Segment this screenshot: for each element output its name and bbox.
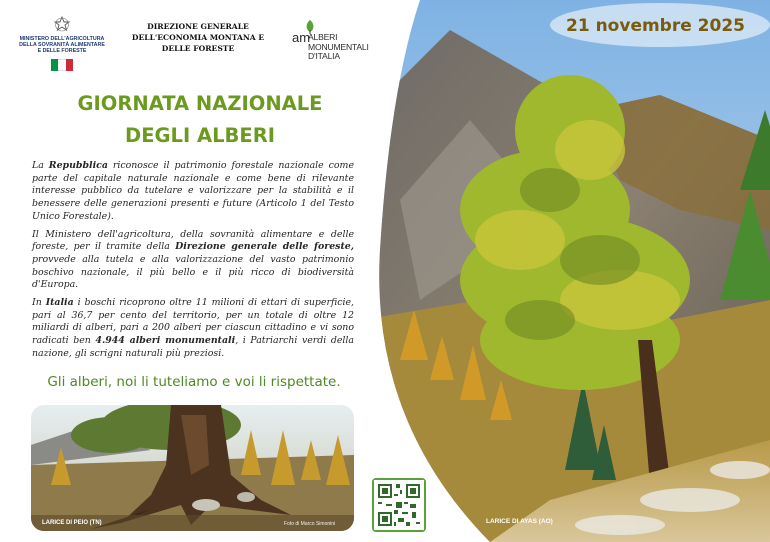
paragraph-1-text-a: La — [32, 160, 49, 171]
title-line-2: DEGLI ALBERI — [125, 124, 275, 147]
paragraph-2-text-a: Il Ministero dell'agricoltura, della sovranità alimentare e delle foreste, per il tramite della — [32, 228, 354, 253]
ministry-name-line-3: E DELLE FORESTE — [37, 48, 87, 54]
paragraph-3-text-c: , i Patriarchi verdi della nazione, gli scrigni naturali più preziosi. — [32, 335, 354, 359]
body-text — [32, 160, 354, 366]
ama-line-3: D'ITALIA — [308, 51, 340, 61]
caption-photo-credit: Foto di Marco Simonini — [284, 521, 336, 527]
qr-code[interactable] — [372, 478, 426, 532]
direzione-line-3: DELLE FORESTE — [161, 44, 235, 53]
title-line-1: GIORNATA NAZIONALE — [77, 92, 323, 115]
direzione-generale-heading — [128, 21, 268, 54]
larch-landscape-photo — [360, 0, 770, 542]
paragraph-1 — [32, 160, 354, 224]
slogan: Gli alberi, noi li tuteliamo e voi li rispettate. — [47, 374, 341, 390]
paragraph-3-text-b: i boschi ricoprono oltre 11 milioni di ettari di superficie, pari al 36,7 per cento del territorio, per un totale di oltre 12 miliardi di alberi, pari a 200 alberi per ciascun cittadino e vi sono radicati ben — [32, 297, 354, 347]
ministry-name-line-1: MINISTERO DELL'AGRICOLTURA — [19, 36, 105, 42]
paragraph-3-bold-a: Italia — [45, 297, 74, 309]
larch-roots-photo — [31, 405, 354, 531]
paragraph-3-bold-b: 4.944 alberi monumentali — [95, 335, 236, 347]
ministry-name-line-2: DELLA SOVRANITÀ ALIMENTARE — [19, 42, 105, 48]
ama-line-2: MONUMENTALI — [308, 41, 369, 52]
paragraph-1-bold: Repubblica — [48, 160, 108, 171]
ama-prefix: am — [292, 30, 311, 45]
direzione-line-1: DIREZIONE GENERALE — [147, 22, 249, 31]
paragraph-2-text-b: provvede alla tutela e alla valorizzazione del vasto patrimonio boschivo nazionale, il più bello e il più ricco di biodiversità d'Europa. — [32, 253, 354, 291]
paragraph-1-text-b: riconosce il patrimonio forestale nazionale come parte del capitale naturale nazionale e come bene di rilevante interesse pubblico da tutelare e valorizzare per la stabilità e il benessere delle generazioni presenti e future (Articolo 1 del Testo Unico Forestale). — [32, 160, 354, 222]
paragraph-2-bold: Direzione generale delle foreste, — [175, 241, 355, 253]
ama-line-1: ALBERI — [308, 32, 338, 42]
page-title — [30, 88, 370, 152]
direzione-line-2: DELL'ECONOMIA MONTANA E — [131, 33, 265, 42]
caption-larice-ayas: LARICE DI AYAS (AO) — [486, 518, 553, 525]
republic-emblem-icon — [54, 16, 70, 34]
event-date: 21 novembre 2025 — [566, 16, 745, 36]
paragraph-3 — [32, 297, 354, 361]
italian-flag-icon — [51, 59, 73, 71]
caption-larice-peio: LARICE DI PEIO (TN) — [42, 520, 102, 526]
alberi-monumentali-logo — [292, 20, 377, 60]
ministry-logo — [10, 16, 114, 71]
paragraph-3-text-a: In — [32, 297, 46, 309]
paragraph-2 — [32, 229, 354, 293]
